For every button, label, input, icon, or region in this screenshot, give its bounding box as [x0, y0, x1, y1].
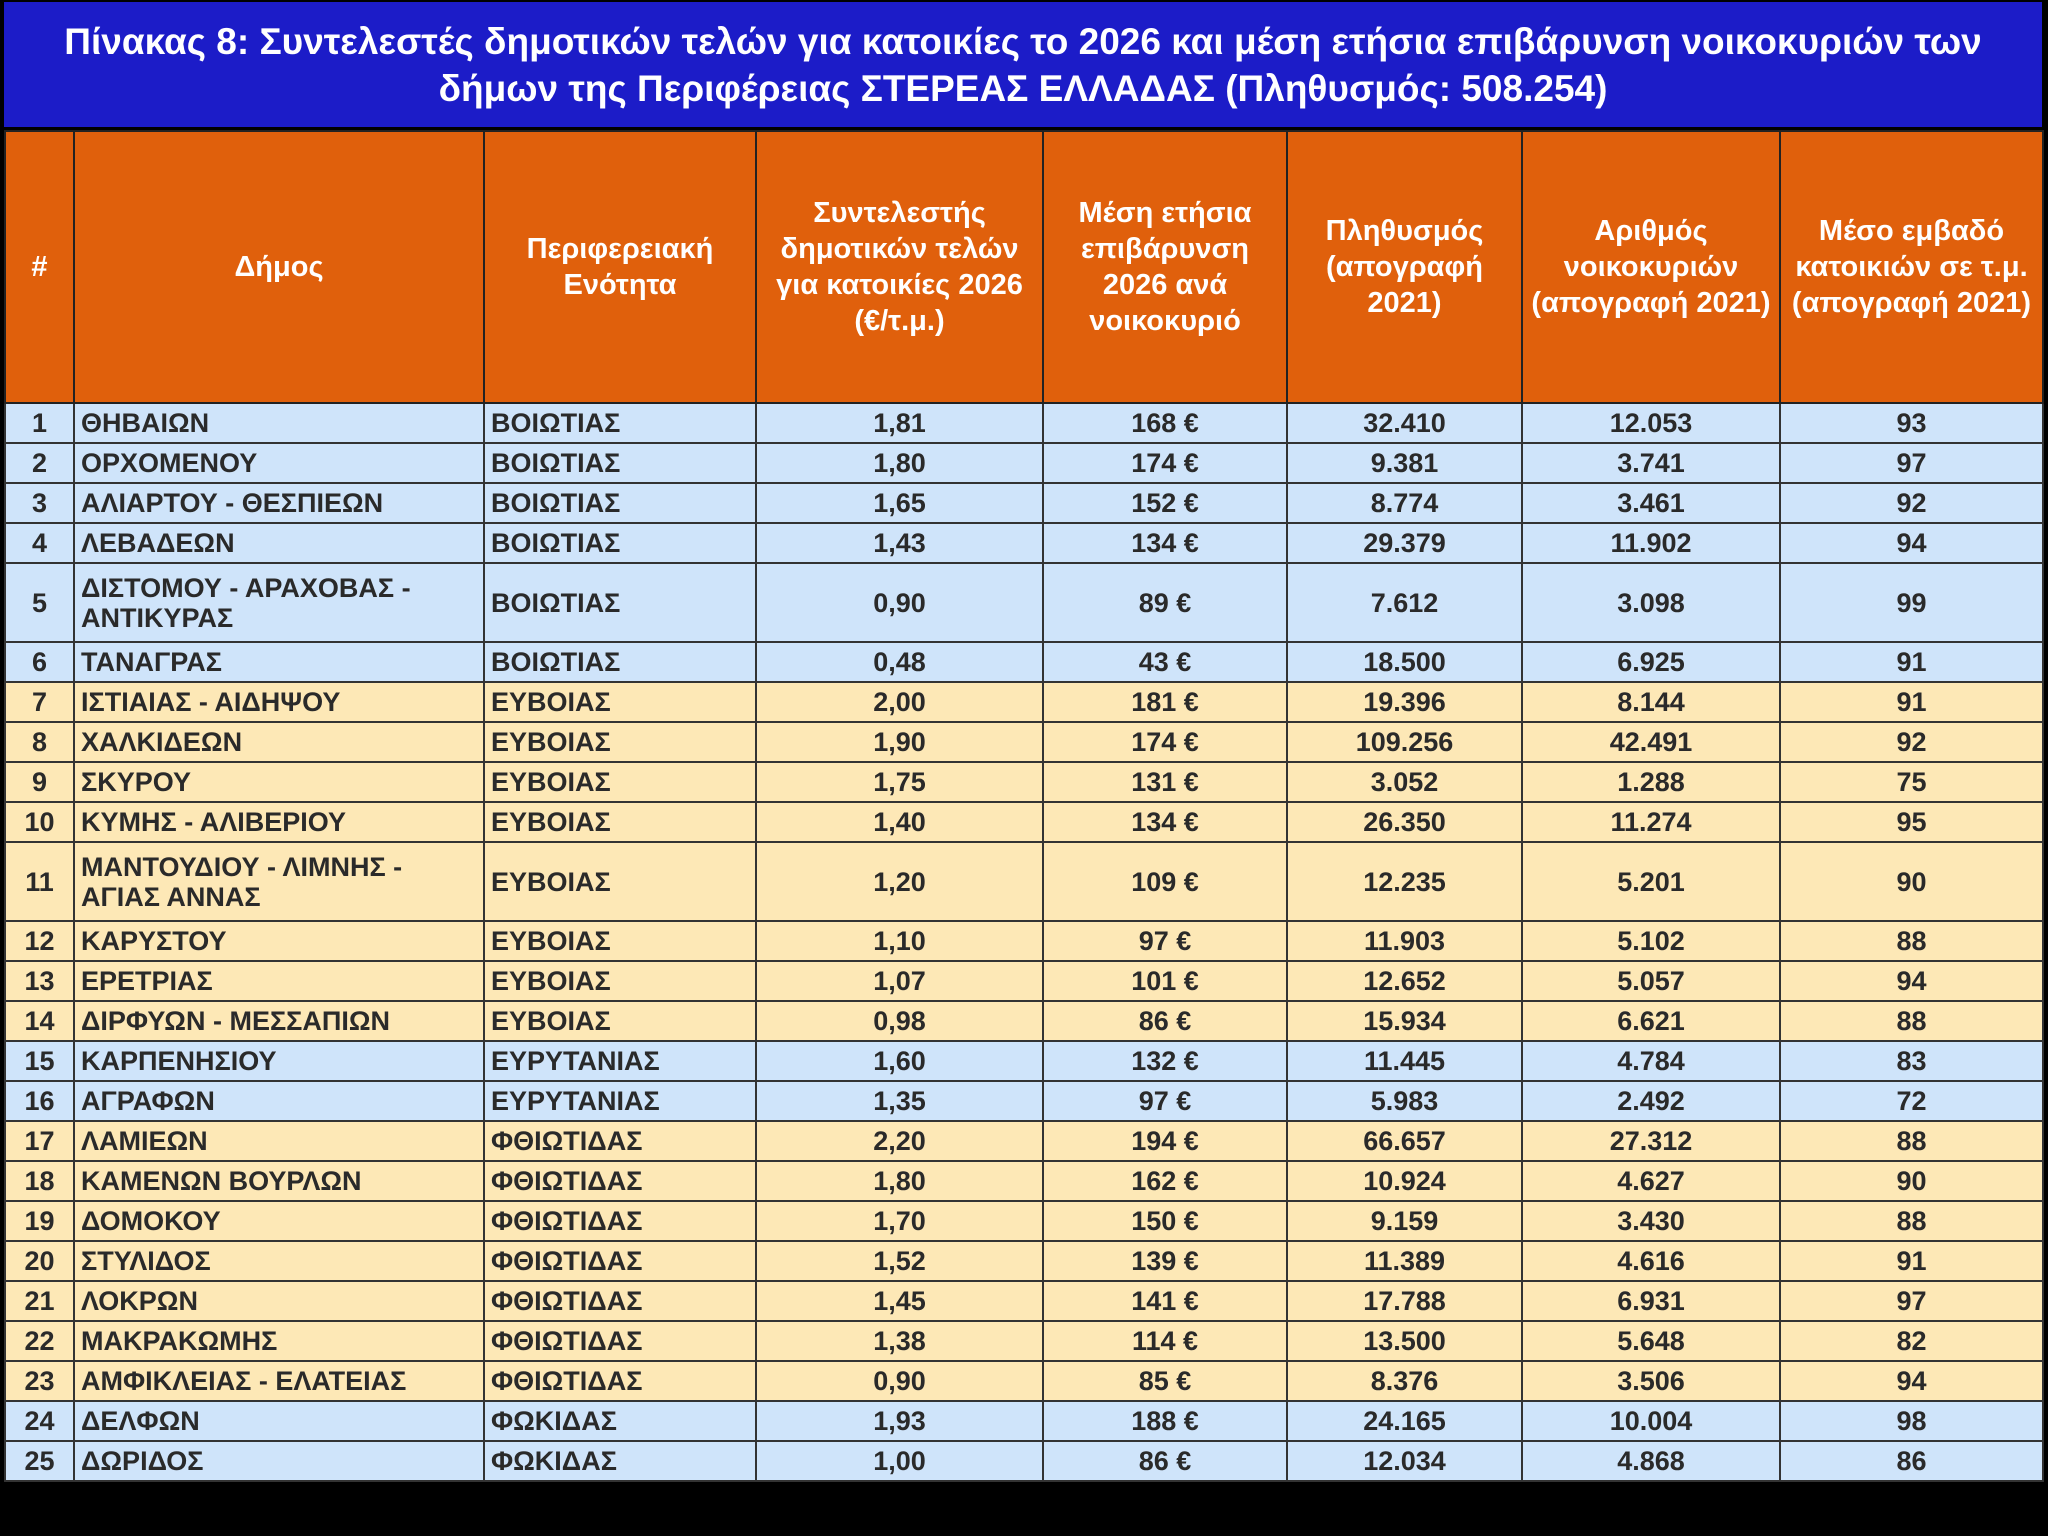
households-cell: 42.491 — [1522, 722, 1780, 762]
regional-unit-cell: ΦΘΙΩΤΙΔΑΣ — [484, 1281, 756, 1321]
population-cell: 11.445 — [1287, 1041, 1522, 1081]
row-number-cell: 12 — [5, 921, 74, 961]
municipality-cell: ΛΕΒΑΔΕΩΝ — [74, 523, 484, 563]
avg-area-cell: 75 — [1780, 762, 2043, 802]
row-number-cell: 25 — [5, 1441, 74, 1481]
population-cell: 12.235 — [1287, 842, 1522, 921]
avg-area-cell: 94 — [1780, 1361, 2043, 1401]
annual-charge-cell: 181 € — [1043, 682, 1287, 722]
avg-area-cell: 92 — [1780, 483, 2043, 523]
fee-rate-cell: 1,43 — [756, 523, 1043, 563]
row-number-cell: 4 — [5, 523, 74, 563]
households-cell: 12.053 — [1522, 403, 1780, 443]
regional-unit-cell: ΦΘΙΩΤΙΔΑΣ — [484, 1161, 756, 1201]
households-cell: 5.201 — [1522, 842, 1780, 921]
population-cell: 18.500 — [1287, 642, 1522, 682]
annual-charge-cell: 174 € — [1043, 722, 1287, 762]
table-document — [4, 2, 2042, 1532]
row-number-cell: 20 — [5, 1241, 74, 1281]
avg-area-cell: 82 — [1780, 1321, 2043, 1361]
municipality-cell: ΔΩΡΙΔΟΣ — [74, 1441, 484, 1481]
households-cell: 10.004 — [1522, 1401, 1780, 1441]
table-row — [5, 682, 2043, 722]
regional-unit-cell: ΕΥΡΥΤΑΝΙΑΣ — [484, 1041, 756, 1081]
row-number-cell: 3 — [5, 483, 74, 523]
avg-area-cell: 88 — [1780, 1121, 2043, 1161]
households-cell: 5.648 — [1522, 1321, 1780, 1361]
fee-rate-cell: 1,45 — [756, 1281, 1043, 1321]
regional-unit-cell: ΒΟΙΩΤΙΑΣ — [484, 483, 756, 523]
annual-charge-cell: 43 € — [1043, 642, 1287, 682]
households-cell: 5.102 — [1522, 921, 1780, 961]
regional-unit-cell: ΕΥΒΟΙΑΣ — [484, 722, 756, 762]
households-cell: 4.868 — [1522, 1441, 1780, 1481]
population-cell: 12.034 — [1287, 1441, 1522, 1481]
col-header-fee-rate: Συντελεστής δημοτικών τελών για κατοικίες 2026 (€/τ.μ.) — [756, 131, 1043, 403]
fee-rate-cell: 0,98 — [756, 1001, 1043, 1041]
fee-rate-cell: 0,90 — [756, 563, 1043, 642]
households-cell: 6.621 — [1522, 1001, 1780, 1041]
regional-unit-cell: ΒΟΙΩΤΙΑΣ — [484, 403, 756, 443]
population-cell: 3.052 — [1287, 762, 1522, 802]
households-cell: 11.274 — [1522, 802, 1780, 842]
municipality-cell: ΣΚΥΡΟΥ — [74, 762, 484, 802]
population-cell: 66.657 — [1287, 1121, 1522, 1161]
population-cell: 11.389 — [1287, 1241, 1522, 1281]
households-cell: 3.430 — [1522, 1201, 1780, 1241]
annual-charge-cell: 134 € — [1043, 802, 1287, 842]
avg-area-cell: 99 — [1780, 563, 2043, 642]
municipality-cell: ΚΥΜΗΣ - ΑΛΙΒΕΡΙΟΥ — [74, 802, 484, 842]
population-cell: 11.903 — [1287, 921, 1522, 961]
fee-rate-cell: 2,20 — [756, 1121, 1043, 1161]
annual-charge-cell: 89 € — [1043, 563, 1287, 642]
households-cell: 4.627 — [1522, 1161, 1780, 1201]
table-row — [5, 842, 2043, 921]
municipality-cell: ΑΜΦΙΚΛΕΙΑΣ - ΕΛΑΤΕΙΑΣ — [74, 1361, 484, 1401]
annual-charge-cell: 97 € — [1043, 1081, 1287, 1121]
regional-unit-cell: ΦΘΙΩΤΙΔΑΣ — [484, 1321, 756, 1361]
annual-charge-cell: 150 € — [1043, 1201, 1287, 1241]
fee-rate-cell: 1,80 — [756, 1161, 1043, 1201]
avg-area-cell: 98 — [1780, 1401, 2043, 1441]
avg-area-cell: 97 — [1780, 1281, 2043, 1321]
households-cell: 3.506 — [1522, 1361, 1780, 1401]
households-cell: 3.461 — [1522, 483, 1780, 523]
population-cell: 26.350 — [1287, 802, 1522, 842]
table-row — [5, 722, 2043, 762]
fee-rate-cell: 1,40 — [756, 802, 1043, 842]
annual-charge-cell: 141 € — [1043, 1281, 1287, 1321]
annual-charge-cell: 132 € — [1043, 1041, 1287, 1081]
row-number-cell: 5 — [5, 563, 74, 642]
annual-charge-cell: 85 € — [1043, 1361, 1287, 1401]
fee-rate-cell: 0,48 — [756, 642, 1043, 682]
regional-unit-cell: ΕΥΒΟΙΑΣ — [484, 762, 756, 802]
table-row — [5, 443, 2043, 483]
avg-area-cell: 93 — [1780, 403, 2043, 443]
fee-rate-cell: 1,93 — [756, 1401, 1043, 1441]
population-cell: 19.396 — [1287, 682, 1522, 722]
annual-charge-cell: 152 € — [1043, 483, 1287, 523]
row-number-cell: 2 — [5, 443, 74, 483]
row-number-cell: 8 — [5, 722, 74, 762]
municipality-cell: ΑΛΙΑΡΤΟΥ - ΘΕΣΠΙΕΩΝ — [74, 483, 484, 523]
row-number-cell: 19 — [5, 1201, 74, 1241]
fee-rate-cell: 1,35 — [756, 1081, 1043, 1121]
fee-rate-cell: 1,60 — [756, 1041, 1043, 1081]
table-row — [5, 1161, 2043, 1201]
table-row — [5, 1121, 2043, 1161]
regional-unit-cell: ΦΘΙΩΤΙΔΑΣ — [484, 1361, 756, 1401]
regional-unit-cell: ΒΟΙΩΤΙΑΣ — [484, 523, 756, 563]
regional-unit-cell: ΒΟΙΩΤΙΑΣ — [484, 563, 756, 642]
table-row — [5, 1441, 2043, 1481]
regional-unit-cell: ΒΟΙΩΤΙΑΣ — [484, 443, 756, 483]
col-header-avg-area: Μέσο εμβαδό κατοικιών σε τ.μ. (απογραφή 2021) — [1780, 131, 2043, 403]
municipality-cell: ΧΑΛΚΙΔΕΩΝ — [74, 722, 484, 762]
annual-charge-cell: 139 € — [1043, 1241, 1287, 1281]
avg-area-cell: 86 — [1780, 1441, 2043, 1481]
table-row — [5, 1401, 2043, 1441]
municipality-cell: ΔΕΛΦΩΝ — [74, 1401, 484, 1441]
row-number-cell: 13 — [5, 961, 74, 1001]
table-row — [5, 1361, 2043, 1401]
row-number-cell: 6 — [5, 642, 74, 682]
col-header-annual-charge: Μέση ετήσια επιβάρυνση 2026 ανά νοικοκυριό — [1043, 131, 1287, 403]
fee-rate-cell: 1,38 — [756, 1321, 1043, 1361]
households-cell: 8.144 — [1522, 682, 1780, 722]
avg-area-cell: 92 — [1780, 722, 2043, 762]
table-row — [5, 1241, 2043, 1281]
regional-unit-cell: ΕΥΒΟΙΑΣ — [484, 682, 756, 722]
households-cell: 3.098 — [1522, 563, 1780, 642]
avg-area-cell: 88 — [1780, 1001, 2043, 1041]
table-row — [5, 762, 2043, 802]
avg-area-cell: 95 — [1780, 802, 2043, 842]
population-cell: 9.159 — [1287, 1201, 1522, 1241]
municipality-cell: ΘΗΒΑΙΩΝ — [74, 403, 484, 443]
col-header-population: Πληθυσμός (απογραφή 2021) — [1287, 131, 1522, 403]
population-cell: 32.410 — [1287, 403, 1522, 443]
annual-charge-cell: 194 € — [1043, 1121, 1287, 1161]
municipality-cell: ΕΡΕΤΡΙΑΣ — [74, 961, 484, 1001]
row-number-cell: 7 — [5, 682, 74, 722]
population-cell: 5.983 — [1287, 1081, 1522, 1121]
regional-unit-cell: ΦΘΙΩΤΙΔΑΣ — [484, 1241, 756, 1281]
households-cell: 2.492 — [1522, 1081, 1780, 1121]
col-header-municipality: Δήμος — [74, 131, 484, 403]
fee-rate-cell: 1,10 — [756, 921, 1043, 961]
avg-area-cell: 91 — [1780, 1241, 2043, 1281]
municipality-cell: ΚΑΜΕΝΩΝ ΒΟΥΡΛΩΝ — [74, 1161, 484, 1201]
row-number-cell: 18 — [5, 1161, 74, 1201]
row-number-cell: 23 — [5, 1361, 74, 1401]
municipality-cell: ΔΙΡΦΥΩΝ - ΜΕΣΣΑΠΙΩΝ — [74, 1001, 484, 1041]
fee-rate-cell: 0,90 — [756, 1361, 1043, 1401]
fee-rate-cell: 1,00 — [756, 1441, 1043, 1481]
table-row — [5, 961, 2043, 1001]
table-row — [5, 921, 2043, 961]
table-row — [5, 483, 2043, 523]
row-number-cell: 11 — [5, 842, 74, 921]
fee-rate-cell: 1,52 — [756, 1241, 1043, 1281]
annual-charge-cell: 97 € — [1043, 921, 1287, 961]
municipal-fees-table — [4, 130, 2044, 1482]
households-cell: 11.902 — [1522, 523, 1780, 563]
population-cell: 24.165 — [1287, 1401, 1522, 1441]
table-row — [5, 1001, 2043, 1041]
avg-area-cell: 72 — [1780, 1081, 2043, 1121]
row-number-cell: 16 — [5, 1081, 74, 1121]
fee-rate-cell: 1,80 — [756, 443, 1043, 483]
annual-charge-cell: 109 € — [1043, 842, 1287, 921]
regional-unit-cell: ΦΩΚΙΔΑΣ — [484, 1401, 756, 1441]
population-cell: 8.376 — [1287, 1361, 1522, 1401]
regional-unit-cell: ΦΩΚΙΔΑΣ — [484, 1441, 756, 1481]
households-cell: 3.741 — [1522, 443, 1780, 483]
households-cell: 6.931 — [1522, 1281, 1780, 1321]
table-row — [5, 1081, 2043, 1121]
households-cell: 27.312 — [1522, 1121, 1780, 1161]
avg-area-cell: 97 — [1780, 443, 2043, 483]
table-row — [5, 1201, 2043, 1241]
avg-area-cell: 88 — [1780, 921, 2043, 961]
avg-area-cell: 90 — [1780, 1161, 2043, 1201]
households-cell: 6.925 — [1522, 642, 1780, 682]
table-row — [5, 523, 2043, 563]
population-cell: 8.774 — [1287, 483, 1522, 523]
households-cell: 4.616 — [1522, 1241, 1780, 1281]
municipality-cell: ΛΟΚΡΩΝ — [74, 1281, 484, 1321]
population-cell: 9.381 — [1287, 443, 1522, 483]
households-cell: 5.057 — [1522, 961, 1780, 1001]
table-row — [5, 1281, 2043, 1321]
annual-charge-cell: 114 € — [1043, 1321, 1287, 1361]
annual-charge-cell: 162 € — [1043, 1161, 1287, 1201]
municipality-cell: ΜΑΝΤΟΥΔΙΟΥ - ΛΙΜΝΗΣ - ΑΓΙΑΣ ΑΝΝΑΣ — [74, 842, 484, 921]
row-number-cell: 24 — [5, 1401, 74, 1441]
row-number-cell: 10 — [5, 802, 74, 842]
fee-rate-cell: 1,81 — [756, 403, 1043, 443]
avg-area-cell: 88 — [1780, 1201, 2043, 1241]
municipality-cell: ΜΑΚΡΑΚΩΜΗΣ — [74, 1321, 484, 1361]
avg-area-cell: 91 — [1780, 682, 2043, 722]
avg-area-cell: 94 — [1780, 961, 2043, 1001]
fee-rate-cell: 1,07 — [756, 961, 1043, 1001]
municipality-cell: ΣΤΥΛΙΔΟΣ — [74, 1241, 484, 1281]
annual-charge-cell: 174 € — [1043, 443, 1287, 483]
regional-unit-cell: ΕΥΒΟΙΑΣ — [484, 961, 756, 1001]
table-row — [5, 642, 2043, 682]
table-row — [5, 1321, 2043, 1361]
avg-area-cell: 94 — [1780, 523, 2043, 563]
table-title: Πίνακας 8: Συντελεστές δημοτικών τελών για κατοικίες το 2026 και μέση ετήσια επιβάρυνση νοικοκυριών των δήμων της Περιφέρειας ΣΤΕΡΕΑΣ ΕΛΛΑΔΑΣ (Πληθυσμός: 508.254) — [4, 2, 2042, 130]
regional-unit-cell: ΕΥΡΥΤΑΝΙΑΣ — [484, 1081, 756, 1121]
population-cell: 13.500 — [1287, 1321, 1522, 1361]
fee-rate-cell: 2,00 — [756, 682, 1043, 722]
municipality-cell: ΚΑΡΥΣΤΟΥ — [74, 921, 484, 961]
population-cell: 7.612 — [1287, 563, 1522, 642]
avg-area-cell: 83 — [1780, 1041, 2043, 1081]
municipality-cell: ΟΡΧΟΜΕΝΟΥ — [74, 443, 484, 483]
row-number-cell: 21 — [5, 1281, 74, 1321]
table-row — [5, 1041, 2043, 1081]
population-cell: 29.379 — [1287, 523, 1522, 563]
regional-unit-cell: ΦΘΙΩΤΙΔΑΣ — [484, 1121, 756, 1161]
municipality-cell: ΚΑΡΠΕΝΗΣΙΟΥ — [74, 1041, 484, 1081]
municipality-cell: ΛΑΜΙΕΩΝ — [74, 1121, 484, 1161]
fee-rate-cell: 1,75 — [756, 762, 1043, 802]
row-number-cell: 17 — [5, 1121, 74, 1161]
regional-unit-cell: ΕΥΒΟΙΑΣ — [484, 842, 756, 921]
municipality-cell: ΔΙΣΤΟΜΟΥ - ΑΡΑΧΟΒΑΣ - ΑΝΤΙΚΥΡΑΣ — [74, 563, 484, 642]
avg-area-cell: 90 — [1780, 842, 2043, 921]
row-number-cell: 22 — [5, 1321, 74, 1361]
col-header-regional-unit: Περιφερειακή Ενότητα — [484, 131, 756, 403]
header-row — [5, 131, 2043, 403]
population-cell: 15.934 — [1287, 1001, 1522, 1041]
col-header-households: Αριθμός νοικοκυριών (απογραφή 2021) — [1522, 131, 1780, 403]
municipality-cell: ΤΑΝΑΓΡΑΣ — [74, 642, 484, 682]
table-row — [5, 802, 2043, 842]
population-cell: 109.256 — [1287, 722, 1522, 762]
regional-unit-cell: ΦΘΙΩΤΙΔΑΣ — [484, 1201, 756, 1241]
annual-charge-cell: 188 € — [1043, 1401, 1287, 1441]
households-cell: 1.288 — [1522, 762, 1780, 802]
annual-charge-cell: 86 € — [1043, 1441, 1287, 1481]
regional-unit-cell: ΕΥΒΟΙΑΣ — [484, 921, 756, 961]
population-cell: 12.652 — [1287, 961, 1522, 1001]
population-cell: 10.924 — [1287, 1161, 1522, 1201]
annual-charge-cell: 131 € — [1043, 762, 1287, 802]
fee-rate-cell: 1,65 — [756, 483, 1043, 523]
fee-rate-cell: 1,90 — [756, 722, 1043, 762]
fee-rate-cell: 1,70 — [756, 1201, 1043, 1241]
annual-charge-cell: 168 € — [1043, 403, 1287, 443]
municipality-cell: ΙΣΤΙΑΙΑΣ - ΑΙΔΗΨΟΥ — [74, 682, 484, 722]
table-row — [5, 403, 2043, 443]
annual-charge-cell: 101 € — [1043, 961, 1287, 1001]
table-row — [5, 563, 2043, 642]
row-number-cell: 14 — [5, 1001, 74, 1041]
population-cell: 17.788 — [1287, 1281, 1522, 1321]
regional-unit-cell: ΕΥΒΟΙΑΣ — [484, 802, 756, 842]
municipality-cell: ΔΟΜΟΚΟΥ — [74, 1201, 484, 1241]
municipality-cell: ΑΓΡΑΦΩΝ — [74, 1081, 484, 1121]
row-number-cell: 15 — [5, 1041, 74, 1081]
regional-unit-cell: ΕΥΒΟΙΑΣ — [484, 1001, 756, 1041]
annual-charge-cell: 134 € — [1043, 523, 1287, 563]
annual-charge-cell: 86 € — [1043, 1001, 1287, 1041]
households-cell: 4.784 — [1522, 1041, 1780, 1081]
avg-area-cell: 91 — [1780, 642, 2043, 682]
col-header-number: # — [5, 131, 74, 403]
fee-rate-cell: 1,20 — [756, 842, 1043, 921]
row-number-cell: 9 — [5, 762, 74, 802]
row-number-cell: 1 — [5, 403, 74, 443]
regional-unit-cell: ΒΟΙΩΤΙΑΣ — [484, 642, 756, 682]
